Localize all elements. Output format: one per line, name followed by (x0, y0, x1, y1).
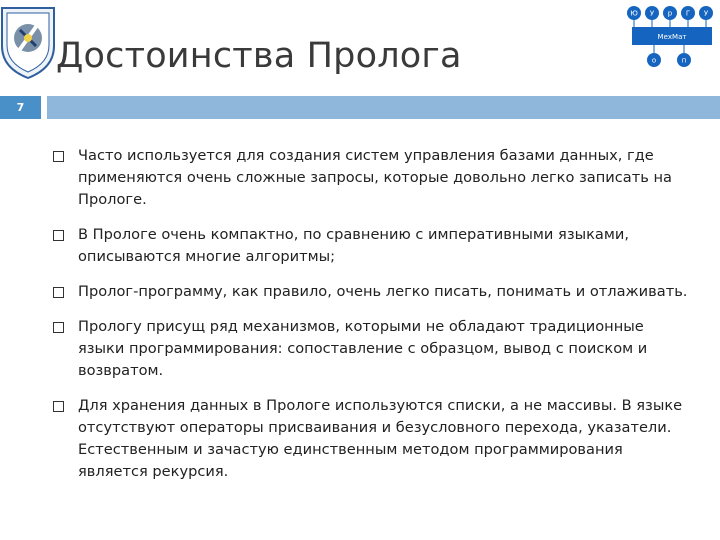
logo-letter: Ю (630, 9, 638, 18)
bullet-list (52, 145, 692, 496)
list-item (52, 281, 692, 303)
square-bullet-icon (53, 401, 64, 412)
mechmat-logo (624, 3, 720, 77)
list-item (52, 145, 692, 211)
logo-letter: п (681, 56, 687, 65)
square-bullet-icon (53, 151, 64, 162)
list-item-text: Для хранения данных в Прологе используются списки, а не массивы. В языке отсутствуют операторы присваивания и безусловного перехода, указатели. Естественным и зачастую единственным методом программирования является рекурсия. (78, 397, 683, 480)
list-item-text: Пролог-программу, как правило, очень легко писать, понимать и отлаживать. (78, 283, 688, 300)
list-item (52, 316, 692, 382)
logo-label: МехМат (657, 33, 687, 41)
list-item (52, 395, 692, 483)
slide-number: 7 (0, 96, 41, 119)
list-item (52, 224, 692, 268)
list-item-text: В Прологе очень компактно, по сравнению с императивными языками, описываются многие алгоритмы; (78, 226, 629, 265)
slide-title: Достоинства Пролога (56, 36, 462, 76)
logo-letter: Г (685, 9, 691, 18)
logo-letter: У (703, 9, 709, 18)
header-rule (47, 96, 720, 119)
square-bullet-icon (53, 287, 64, 298)
logo-letter: р (667, 9, 673, 18)
list-item-text: Часто используется для создания систем управления базами данных, где применяются очень сложные запросы, которые довольно легко записать на Прологе. (78, 147, 672, 208)
logo-letter: о (651, 56, 657, 65)
list-item-text: Прологу присущ ряд механизмов, которыми не обладают традиционные языки программирования: сопоставление с образцом, вывод с поиском и возвратом. (78, 318, 648, 379)
square-bullet-icon (53, 322, 64, 333)
square-bullet-icon (53, 230, 64, 241)
university-emblem-icon (0, 0, 56, 80)
logo-letter: У (649, 9, 655, 18)
